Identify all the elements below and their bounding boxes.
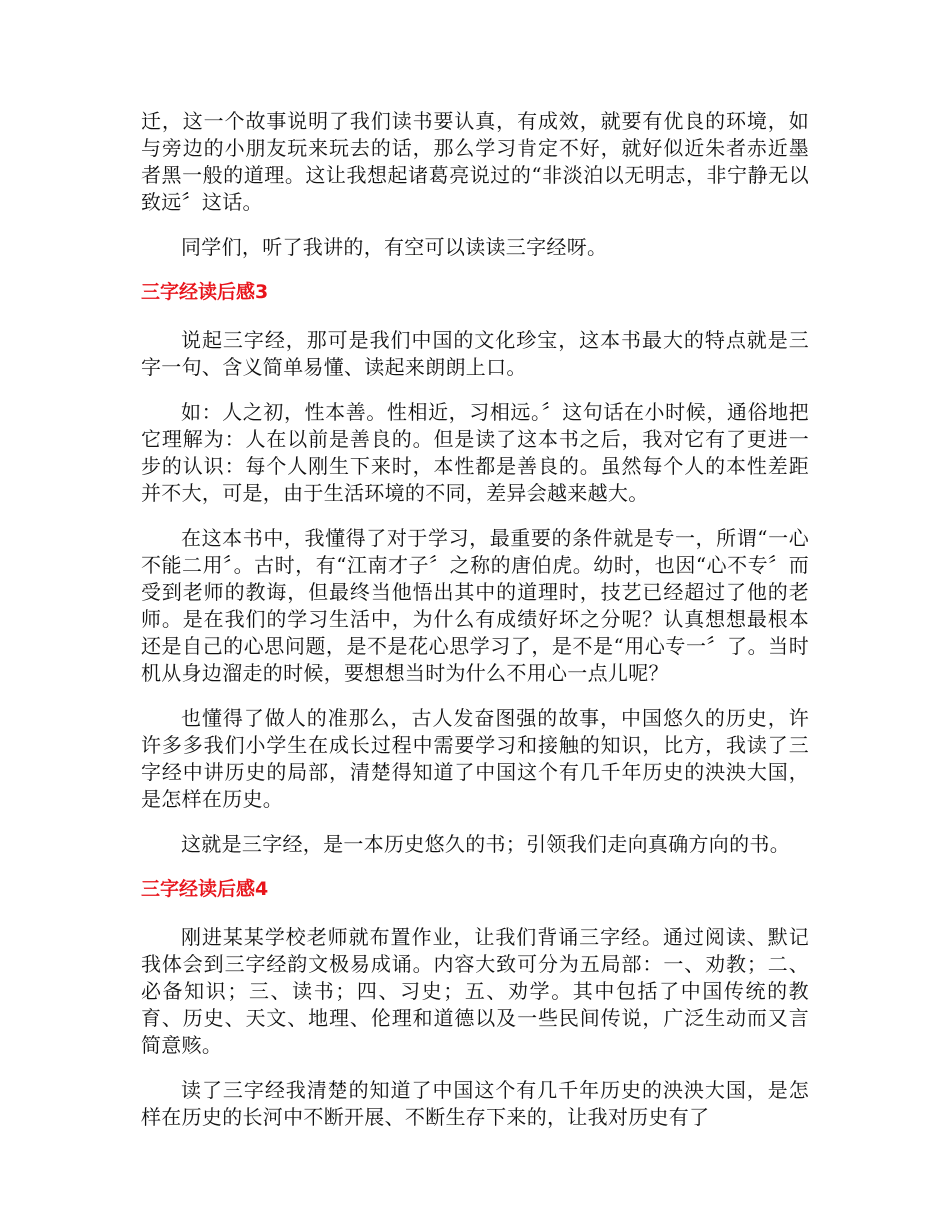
carryover-paragraph: 迁，这一个故事说明了我们读书要认真，有成效，就要有优良的环境，如与旁边的小朋友玩来玩去的话，那么学习肯定不好，就好似近朱者赤近墨者黑一般的道理。这让我想起诸葛亮说过的“非淡泊以无明志，非宁静无以致远〞这话。 [141, 109, 809, 214]
section3-paragraph-2: 如：人之初，性本善。性相近，习相远。〞这句话在小时候，通俗地把它理解为：人在以前是善良的。但是读了这本书之后，我对它有了更进一步的认识：每个人刚生下来时，本性都是善良的。虽然每个人的本性差距并不大，可是，由于生活环境的不同，差异会越来越大。 [141, 400, 809, 505]
section3-paragraph-3: 在这本书中，我懂得了对于学习，最重要的条件就是专一，所谓“一心不能二用〞。古时，有“江南才子〞之称的唐伯虎。幼时，也因“心不专〞而受到老师的教诲，但最终当他悟出其中的道理时，技艺已经超过了他的老师。是在我们的学习生活中，为什么有成绩好坏之分呢？认真想想最根本还是自己的心思问题，是不是花心思学习了，是不是“用心专一〞了。当时机从身边溜走的时候，要想想当时为什么不用心一点儿呢？ [141, 526, 809, 685]
section-heading-3: 三字经读后感3 [141, 281, 269, 303]
section-heading-4: 三字经读后感4 [141, 878, 269, 900]
closing-paragraph: 同学们，听了我讲的，有空可以读读三字经呀。 [181, 235, 608, 259]
section4-paragraph-2: 读了三字经我清楚的知道了中国这个有几千年历史的泱泱大国，是怎样在历史的长河中不断开展、不断生存下来的，让我对历史有了 [141, 1078, 809, 1129]
section3-paragraph-4: 也懂得了做人的准那么，古人发奋图强的故事，中国悠久的历史，许许多多我们小学生在成长过程中需要学习和接触的知识，比方，我读了三字经中讲历史的局部，清楚得知道了中国这个有几千年历史的泱泱大国，是怎样在历史。 [141, 706, 809, 811]
section3-paragraph-5: 这就是三字经，是一本历史悠久的书；引领我们走向真确方向的书。 [181, 832, 790, 856]
document-page [141, 108, 809, 1149]
section4-paragraph-1: 刚进某某学校老师就布置作业，让我们背诵三字经。通过阅读、默记我体会到三字经韵文极易成诵。内容大致可分为五局部：一、劝教；二、必备知识；三、读书；四、习史；五、劝学。其中包括了中国传统的教育、历史、天文、地理、伦理和道德以及一些民间传说，广泛生动而又言简意赅。 [141, 925, 809, 1057]
section3-paragraph-1: 说起三字经，那可是我们中国的文化珍宝，这本书最大的特点就是三字一句、含义简单易懂、读起来朗朗上口。 [141, 328, 809, 379]
